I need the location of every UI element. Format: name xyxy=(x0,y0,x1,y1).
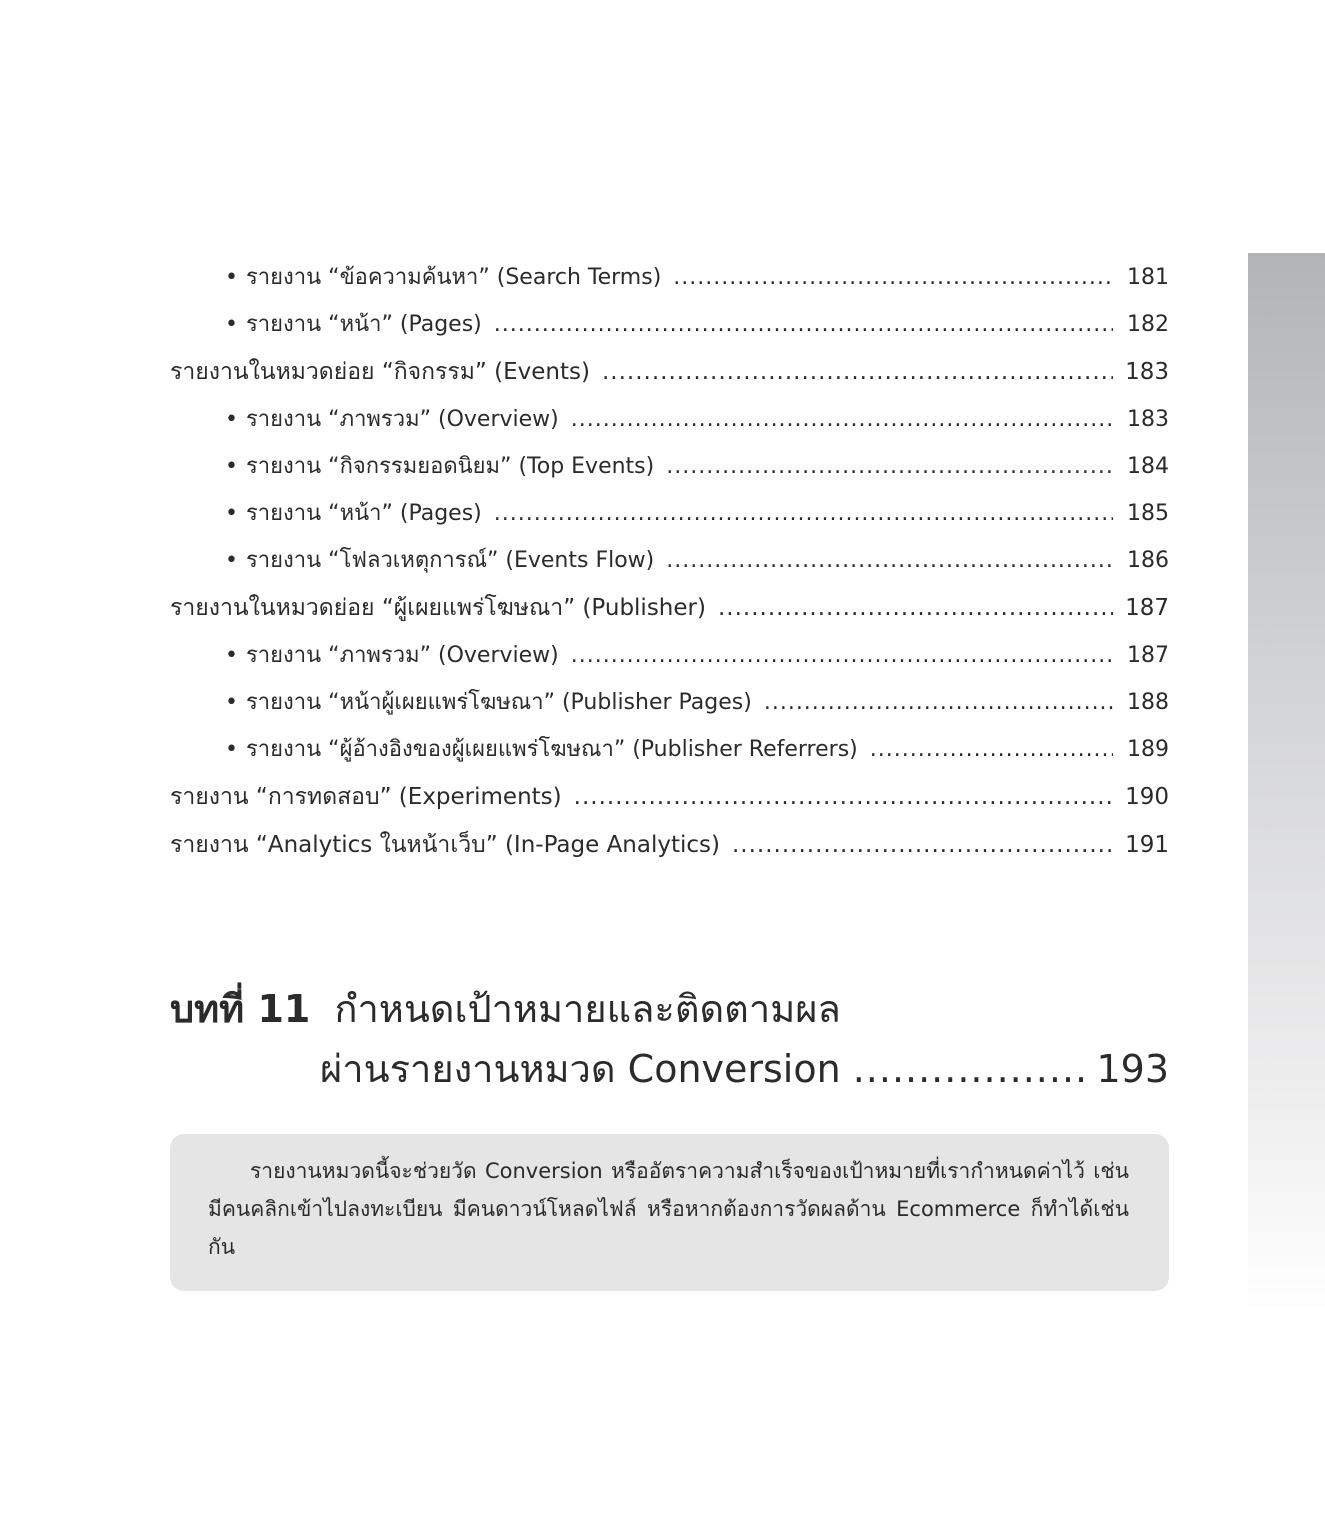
toc-bullet: • xyxy=(225,407,238,432)
chapter-heading-line2 xyxy=(170,1038,1169,1100)
toc-page-number: 185 xyxy=(1127,501,1169,526)
toc-entry-title: รายงาน “Analytics ในหน้าเว็บ” (In-Page Analytics) xyxy=(170,832,720,858)
chapter-number: บทที่ 11 xyxy=(170,987,311,1031)
toc-page-number: 181 xyxy=(1127,265,1169,290)
toc-row xyxy=(170,773,1169,821)
toc-entry-title: รายงาน “โฟลวเหตุการณ์” (Events Flow) xyxy=(245,548,655,573)
toc-bullet: • xyxy=(225,312,238,337)
chapter-title-line1: กำหนดเป้าหมายและติดตามผล xyxy=(334,987,841,1031)
toc-leader-dots xyxy=(571,632,1113,679)
toc-bullet: • xyxy=(225,454,238,479)
toc-row xyxy=(170,679,1169,726)
toc-leader-dots xyxy=(732,821,1113,869)
toc-page-number: 188 xyxy=(1127,690,1169,715)
table-of-contents xyxy=(170,254,1169,869)
toc-row xyxy=(170,537,1169,584)
toc-entry-title: รายงานในหมวดย่อย “กิจกรรม” (Events) xyxy=(170,359,590,385)
chapter-leader-dots xyxy=(853,1038,1085,1100)
toc-row xyxy=(170,443,1169,490)
toc-bullet: • xyxy=(225,265,238,290)
toc-page-number: 182 xyxy=(1127,312,1169,337)
toc-page-number: 189 xyxy=(1127,737,1169,762)
toc-leader-dots xyxy=(666,443,1113,490)
toc-row xyxy=(170,821,1169,869)
toc-leader-dots xyxy=(870,726,1113,773)
chapter-title-line2: ผ่านรายงานหมวด Conversion xyxy=(320,1047,841,1091)
chapter-summary-box xyxy=(170,1134,1169,1291)
toc-page-number: 184 xyxy=(1127,454,1169,479)
toc-leader-dots xyxy=(571,396,1113,443)
chapter-page-number: 193 xyxy=(1096,1047,1169,1091)
toc-leader-dots xyxy=(673,254,1113,301)
toc-leader-dots xyxy=(718,584,1113,632)
toc-bullet: • xyxy=(225,548,238,573)
toc-leader-dots xyxy=(764,679,1113,726)
toc-row xyxy=(170,348,1169,396)
toc-row xyxy=(170,584,1169,632)
toc-entry-title: รายงาน “ภาพรวม” (Overview) xyxy=(245,407,559,432)
toc-page-number: 183 xyxy=(1125,359,1169,385)
toc-bullet: • xyxy=(225,643,238,668)
toc-page-number: 187 xyxy=(1125,595,1169,621)
toc-page-number: 186 xyxy=(1127,548,1169,573)
toc-bullet: • xyxy=(225,690,238,715)
toc-row xyxy=(170,396,1169,443)
toc-leader-dots xyxy=(494,301,1113,348)
toc-entry-title: รายงาน “ผู้อ้างอิงของผู้เผยแพร่โฆษณา” (Publisher Referrers) xyxy=(245,737,858,762)
toc-row xyxy=(170,490,1169,537)
toc-row xyxy=(170,301,1169,348)
toc-entry-title: รายงาน “หน้าผู้เผยแพร่โฆษณา” (Publisher Pages) xyxy=(245,690,752,715)
toc-entry-title: รายงาน “ภาพรวม” (Overview) xyxy=(245,643,559,668)
chapter-heading xyxy=(170,980,1169,1100)
toc-entry-title: รายงาน “ข้อความค้นหา” (Search Terms) xyxy=(245,265,662,290)
toc-leader-dots xyxy=(666,537,1113,584)
toc-page-number: 187 xyxy=(1127,643,1169,668)
toc-page-number: 190 xyxy=(1125,784,1169,810)
chapter-heading-line1 xyxy=(170,980,1169,1038)
toc-entry-title: รายงาน “การทดสอบ” (Experiments) xyxy=(170,784,562,810)
toc-row xyxy=(170,632,1169,679)
toc-bullet: • xyxy=(225,737,238,762)
toc-leader-dots xyxy=(574,773,1113,821)
toc-page-number: 191 xyxy=(1125,832,1169,858)
toc-leader-dots xyxy=(494,490,1113,537)
toc-row xyxy=(170,726,1169,773)
side-thumb-tab xyxy=(1248,253,1325,1313)
toc-entry-title: รายงาน “หน้า” (Pages) xyxy=(245,501,482,526)
toc-entry-title: รายงาน “หน้า” (Pages) xyxy=(245,312,482,337)
toc-row xyxy=(170,254,1169,301)
toc-bullet: • xyxy=(225,501,238,526)
toc-page-number: 183 xyxy=(1127,407,1169,432)
toc-entry-title: รายงาน “กิจกรรมยอดนิยม” (Top Events) xyxy=(245,454,655,479)
chapter-summary-text: รายงานหมวดนี้จะช่วยวัด Conversion หรืออัตราความสำเร็จของเป้าหมายที่เรากำหนดค่าไว้ เช่น มีคนคลิกเข้าไปลงทะเบียน มีคนดาวน์โหลดไฟล์ หรือหากต้องการวัดผลด้าน Ecommerce ก็ทำได้เช่นกัน xyxy=(208,1159,1129,1259)
toc-leader-dots xyxy=(602,348,1113,396)
toc-entry-title: รายงานในหมวดย่อย “ผู้เผยแพร่โฆษณา” (Publisher) xyxy=(170,595,706,621)
